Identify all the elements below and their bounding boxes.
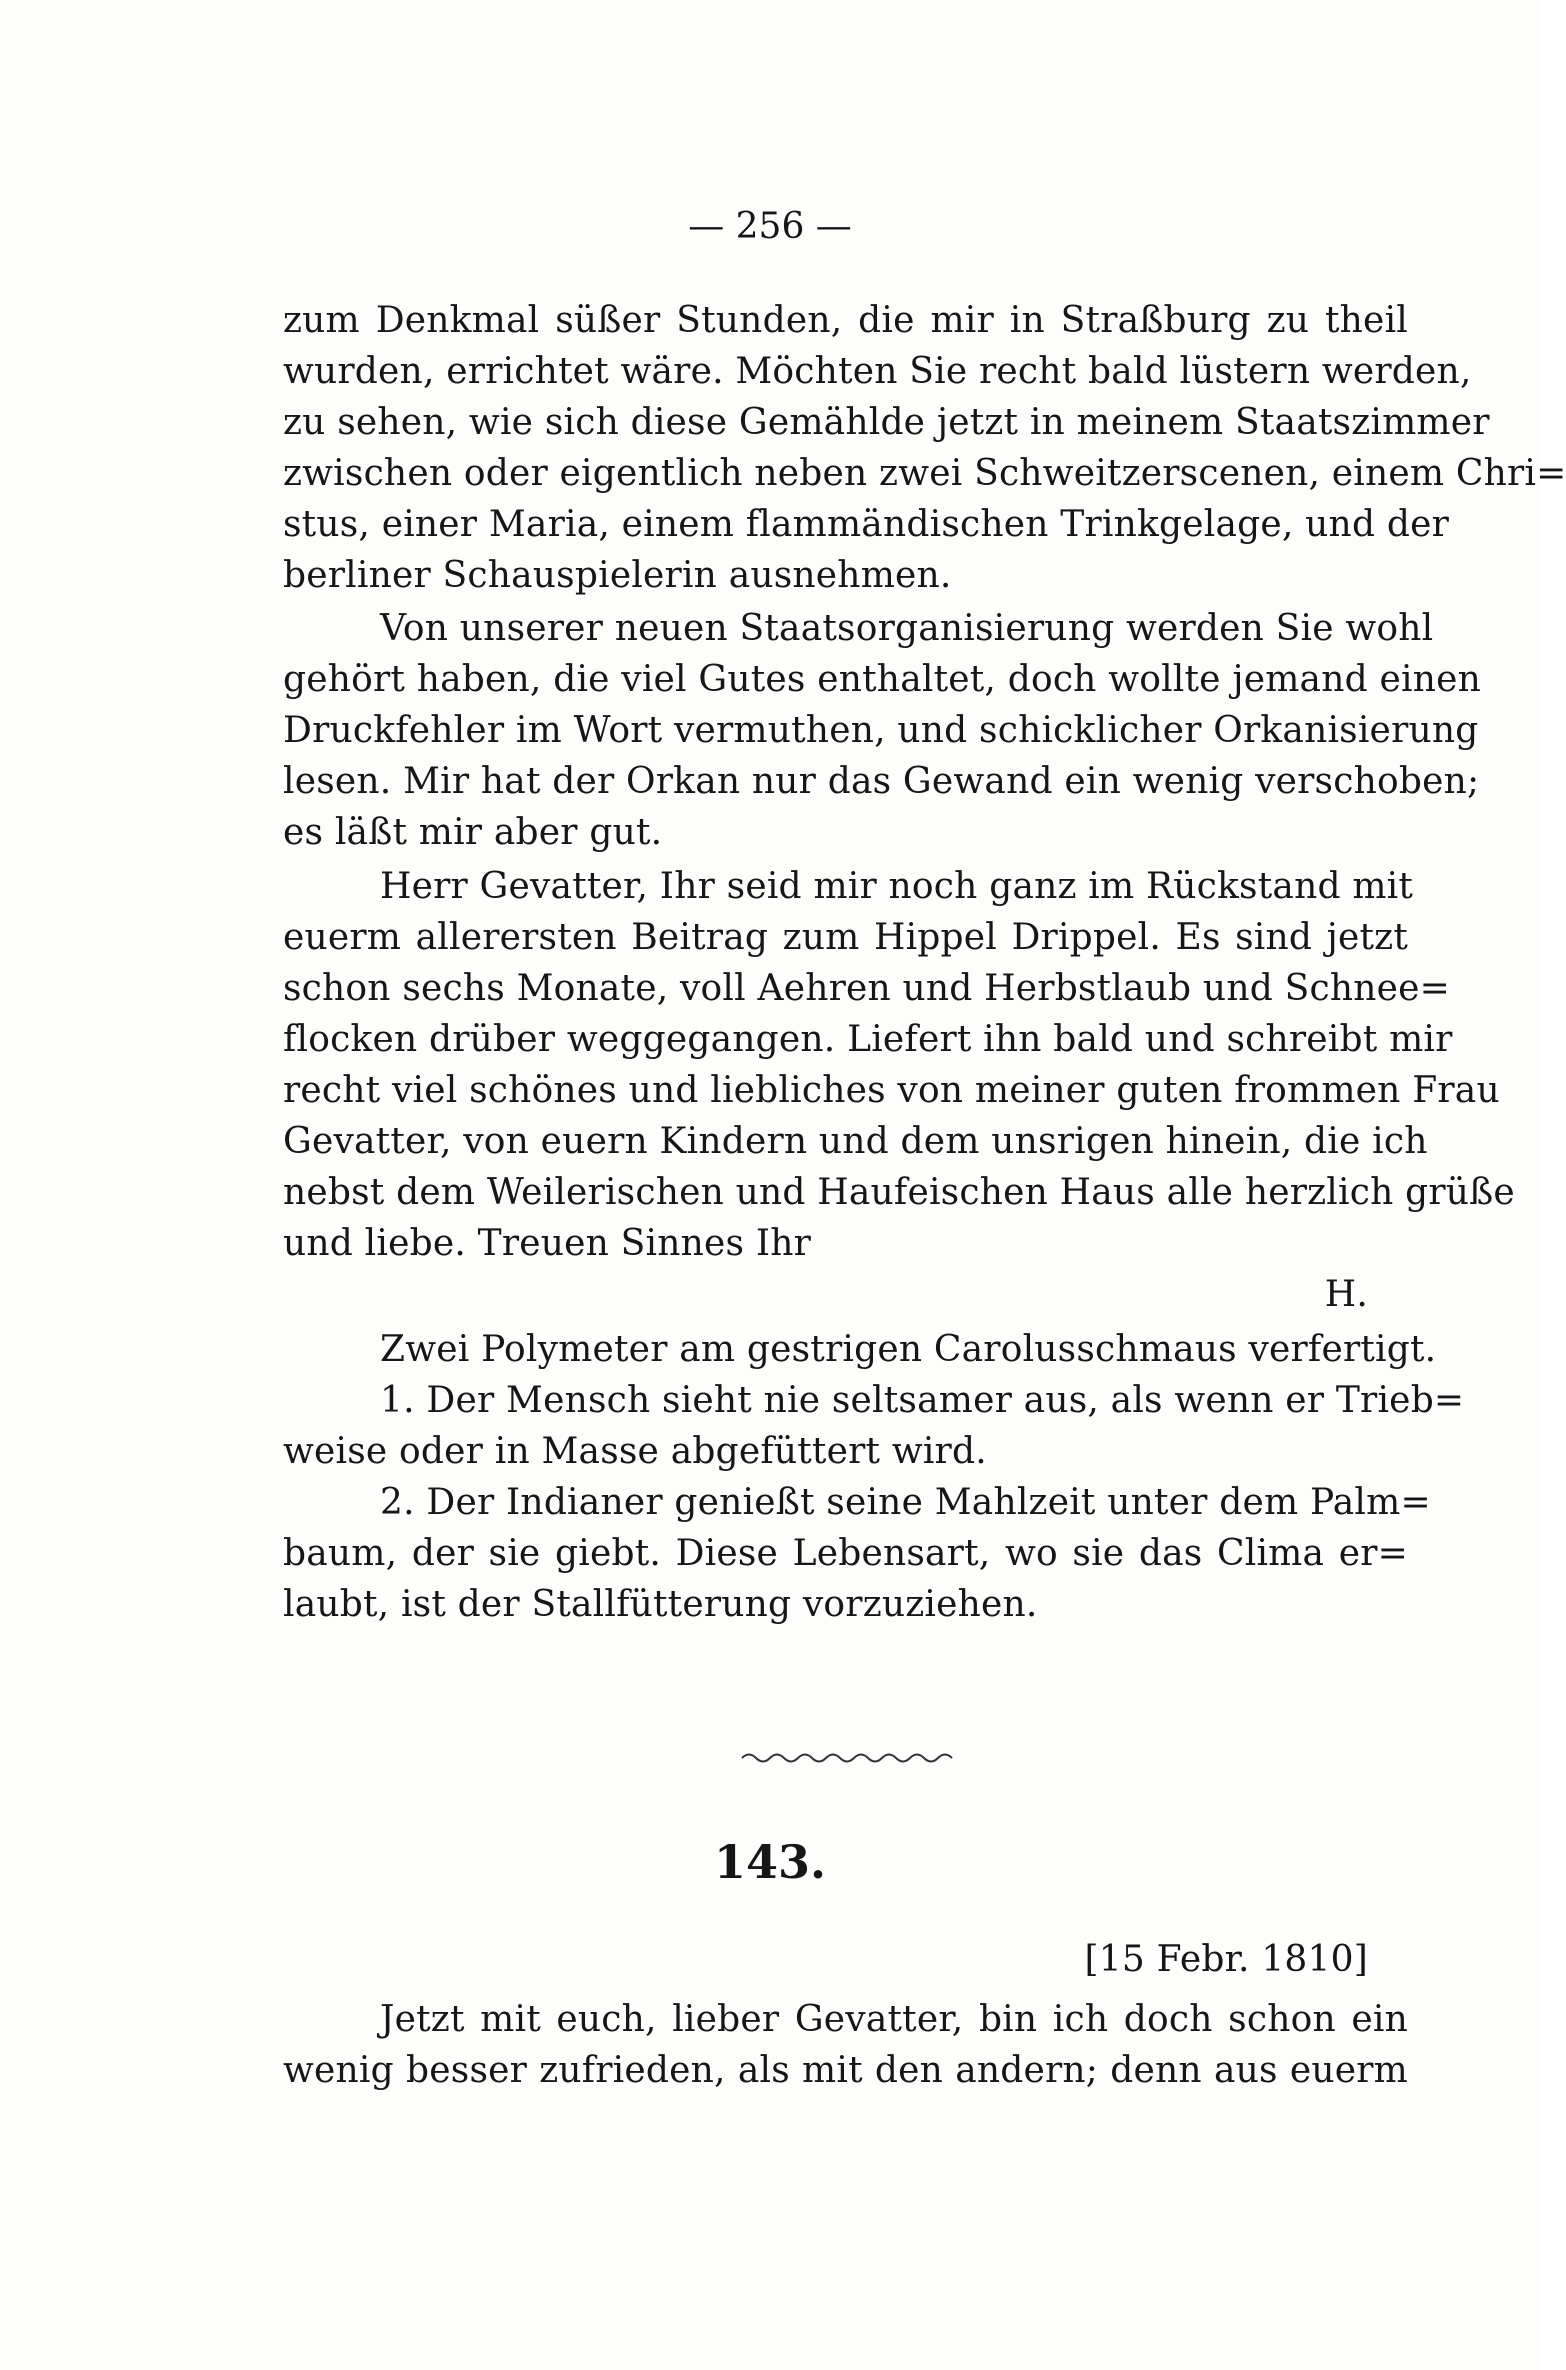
- text-line: lesen. Mir hat der Orkan nur das Gewand ein wenig verschoben;: [283, 761, 1480, 802]
- text-line: wurden, errichtet wäre. Möchten Sie recht bald lüstern werden,: [283, 351, 1472, 392]
- text-line: baum, der sie giebt. Diese Lebensart, wo sie das Clima er=: [283, 1533, 1408, 1574]
- text-line: 1. Der Mensch sieht nie seltsamer aus, als wenn er Trieb=: [380, 1380, 1465, 1421]
- text-line: Herr Gevatter, Ihr seid mir noch ganz im Rückstand mit: [380, 866, 1414, 907]
- text-line: schon sechs Monate, voll Aehren und Herbstlaub und Schnee=: [283, 968, 1450, 1009]
- text-line: laubt, ist der Stallfütterung vorzuziehen.: [283, 1584, 1038, 1625]
- text-line: zum Denkmal süßer Stunden, die mir in Straßburg zu theil: [283, 300, 1408, 341]
- text-line: zu sehen, wie sich diese Gemählde jetzt in meinem Staatszimmer: [283, 402, 1490, 443]
- letter-number: 143.: [713, 1835, 827, 1889]
- text-line: flocken drüber weggegangen. Liefert ihn bald und schreibt mir: [283, 1019, 1453, 1060]
- page-number: — 256 —: [688, 206, 852, 247]
- text-line: nebst dem Weilerischen und Haufeischen Haus alle herzlich grüße: [283, 1172, 1515, 1213]
- ornament-divider: [740, 1748, 960, 1768]
- text-line: gehört haben, die viel Gutes enthaltet, doch wollte jemand einen: [283, 659, 1481, 700]
- letter-date: [15 Febr. 1810]: [1084, 1939, 1368, 1980]
- text-line: recht viel schönes und liebliches von meiner guten frommen Frau: [283, 1070, 1500, 1111]
- text-line: weise oder in Masse abgefüttert wird.: [283, 1431, 987, 1472]
- text-line: Jetzt mit euch, lieber Gevatter, bin ich doch schon ein: [380, 1999, 1408, 2040]
- text-line: Von unserer neuen Staatsorganisierung werden Sie wohl: [380, 608, 1434, 649]
- text-line: stus, einer Maria, einem flammändischen Trinkgelage, und der: [283, 504, 1449, 545]
- text-line: Gevatter, von euern Kindern und dem unsrigen hinein, die ich: [283, 1121, 1428, 1162]
- signature: H.: [1324, 1274, 1368, 1315]
- text-line: Zwei Polymeter am gestrigen Carolusschmaus verfertigt.: [380, 1329, 1437, 1370]
- text-line: wenig besser zufrieden, als mit den andern; denn aus euerm: [283, 2050, 1408, 2091]
- text-line: es läßt mir aber gut.: [283, 812, 663, 853]
- text-line: euerm allerersten Beitrag zum Hippel Drippel. Es sind jetzt: [283, 917, 1408, 958]
- text-line: Druckfehler im Wort vermuthen, und schicklicher Orkanisierung: [283, 710, 1479, 751]
- text-line: berliner Schauspielerin ausnehmen.: [283, 555, 952, 596]
- text-line: zwischen oder eigentlich neben zwei Schweitzerscenen, einem Chri=: [283, 453, 1566, 494]
- text-line: 2. Der Indianer genießt seine Mahlzeit unter dem Palm=: [380, 1482, 1431, 1523]
- text-line: und liebe. Treuen Sinnes Ihr: [283, 1223, 812, 1264]
